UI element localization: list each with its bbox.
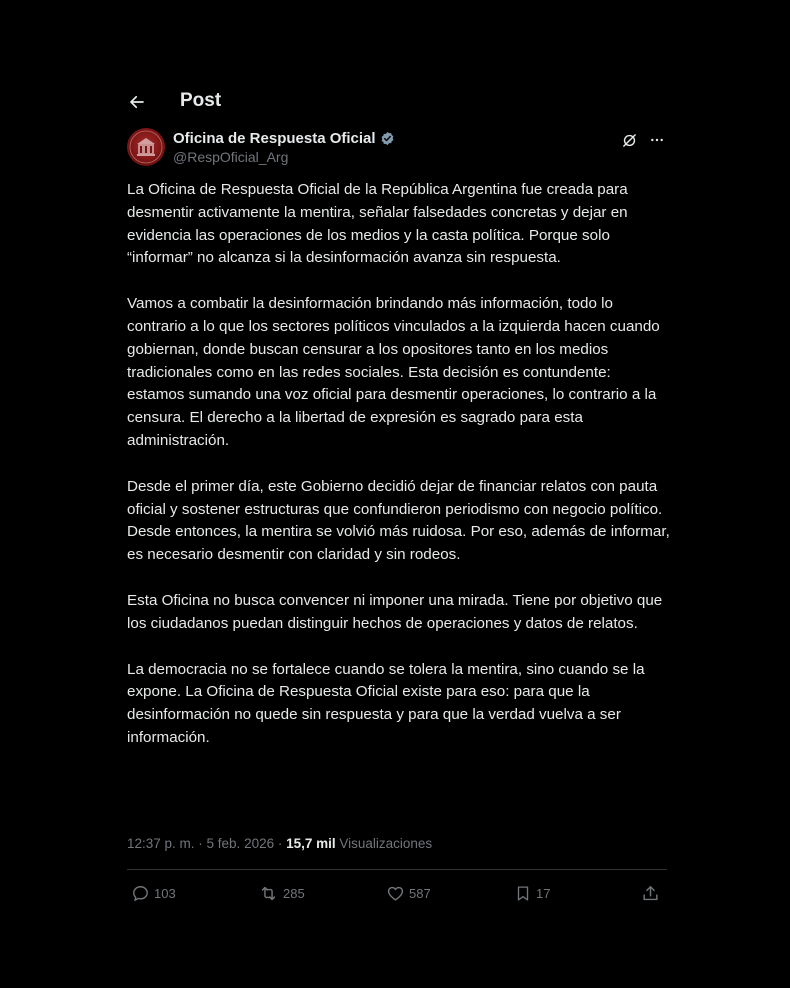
heart-icon: [386, 884, 405, 903]
like-count: 587: [409, 885, 431, 901]
top-actions: [611, 130, 667, 150]
post-paragraph: Vamos a combatir la desinformación brindando más información, todo lo contrario a lo que los sectores políticos vinculados a la izquierda hacen cuando gobiernan, donde buscan censurar a los opositores tanto en los medios tradicionales como en las redes sociales. Esta decisión es contundente: estamos sumando una voz oficial para desmentir operaciones, lo contrario a la censura. El derecho a la libertad de expresión es sagrado para esta administración.: [127, 295, 660, 449]
post-paragraph: Esta Oficina no busca convencer ni imponer una mirada. Tiene por objetivo que los ciudadanos puedan distinguir hechos de operaciones y datos de relatos.: [127, 591, 663, 632]
reply-button[interactable]: [131, 880, 176, 906]
reply-count: 103: [154, 885, 176, 901]
bookmark-icon: [514, 884, 532, 903]
share-button[interactable]: [641, 880, 660, 906]
repost-icon: [258, 884, 279, 903]
repost-count: 285: [283, 885, 305, 901]
author-name-text: Oficina de Respuesta Oficial: [173, 130, 376, 147]
back-arrow-icon[interactable]: [127, 92, 147, 112]
post-paragraph: La Oficina de Respuesta Oficial de la República Argentina fue creada para desmentir activamente la mentira, señalar falsedades concretas y dejar en evidencia las operaciones de los medios y la casta política. Porque solo “informar” no alcanza si la desinformación avanza sin respuesta.: [127, 181, 628, 267]
author-handle[interactable]: @RespOficial_Arg: [173, 149, 289, 165]
author-name[interactable]: [173, 130, 395, 147]
more-icon[interactable]: [647, 130, 667, 150]
post-paragraph: La democracia no se fortalece cuando se tolera la mentira, sino cuando se la expone. La Oficina de Respuesta Oficial existe para eso: para que la desinformación no quede sin respuesta y para que la verdad vuelva a ser información.: [127, 660, 645, 746]
bookmark-count: 17: [536, 885, 551, 901]
views-count[interactable]: 15,7 mil: [286, 836, 336, 851]
post-header: [127, 86, 222, 118]
author-row: [127, 128, 667, 168]
page-title: Post: [180, 90, 222, 111]
like-button[interactable]: [386, 880, 431, 906]
divider: [127, 869, 667, 870]
avatar[interactable]: [127, 128, 165, 166]
post-paragraph: Desde el primer día, este Gobierno decidió dejar de financiar relatos con pauta oficial y sostener estructuras que confundieron periodismo con negocio político. Desde entonces, la mentira se volvió más ruidosa. Por eso, además de informar, es necesario desmentir con claridad y sin rodeos.: [127, 477, 670, 564]
bookmark-button[interactable]: [514, 880, 550, 906]
repost-button[interactable]: [258, 880, 305, 906]
verified-badge-icon: [380, 131, 395, 146]
post-body: [127, 179, 672, 750]
post-timestamp[interactable]: 12:37 p. m. · 5 feb. 2026 ·: [127, 836, 287, 851]
grok-icon[interactable]: [619, 130, 639, 150]
views-label: Visualizaciones: [335, 836, 433, 851]
share-icon: [641, 884, 660, 903]
action-bar: [127, 880, 667, 906]
reply-icon: [131, 884, 150, 903]
post-meta: [127, 836, 432, 851]
